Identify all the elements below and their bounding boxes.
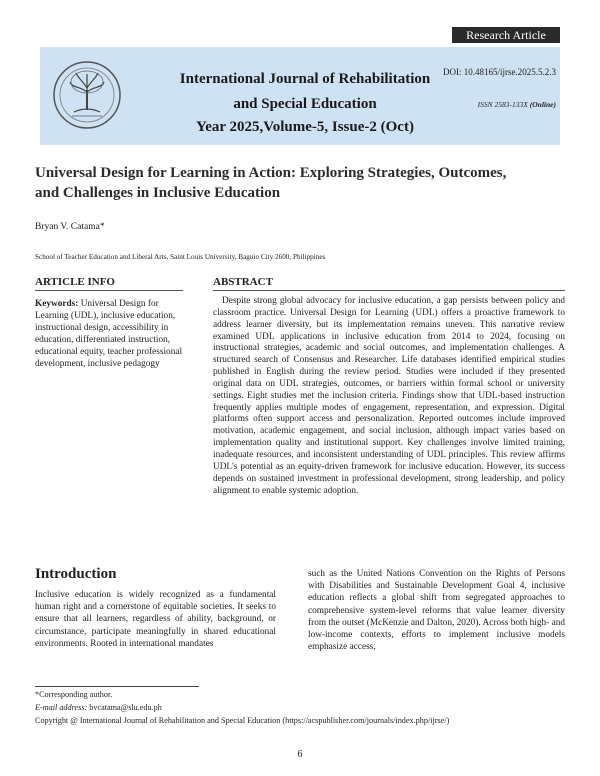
- copyright-line: Copyright @ International Journal of Rehabilitation and Special Education (https://acspublisher.com/journals/index.php/ijrse/): [35, 716, 450, 725]
- abstract-text: Despite strong global advocacy for inclusive education, a gap persists between policy and classroom practice. Universal Design for Learning (UDL) offers a proactive framework to address learner diversity, but its implementation remains uneven. This narrative review examined UDL applications in inclusive education from 2014 to 2024, focusing on instructional strategies, academic and social outcomes, and implementation challenges. A structured search of Consensus and Researcher. Life databases identified empirical studies published in English during the review period. Studies were included if they presented original data on UDL strategies, outcomes, or barriers within formal school or university settings. Eight studies met the inclusion criteria. Findings show that UDL-based instruction frequently applies multiple modes of engagement, representation, and expression. Digital platforms often support access and personalization. Reported outcomes include improved motivation, academic engagement, and social inclusion, although impact varies based on implementation quality and institutional support. Key challenges involve limited training, inadequate resources, and inconsistent understanding of UDL principles. This review affirms UDL's potential as an equity-driven framework for inclusive education. However, its success depends on sustained investment in professional development, strong leadership, and policy alignment to enable systemic adoption.: [213, 296, 565, 496]
- abstract-heading: ABSTRACT: [213, 276, 565, 291]
- introduction-right-column: such as the United Nations Convention on the Rights of Persons with Disabilities and Sustainable Development Goal 4, inclusive education reflects a global shift from segregated approaches to comprehensive system-level reforms that value learner diversity from the outset (McKenzie and Dalton, 2020). Across both high- and low-income contexts, efforts to implement inclusive models emphasize access,: [308, 569, 565, 653]
- author-name: Bryan V. Catama*: [35, 222, 105, 232]
- article-title: [35, 163, 565, 203]
- article-type-tag: Research Article: [452, 27, 560, 43]
- issn-number: ISSN 2583-133X: [477, 100, 530, 109]
- article-title-line2: and Challenges in Inclusive Education: [35, 185, 281, 201]
- email-label: E-mail address:: [35, 703, 88, 712]
- journal-title-line2: and Special Education: [233, 96, 377, 112]
- keywords-list: Universal Design for Learning (UDL), inclusive education, instructional design, accessibility in education, differentiated instruction, educational equity, teacher professional development, inclusive pedagogy: [35, 299, 183, 369]
- article-info-heading: ARTICLE INFO: [35, 276, 183, 291]
- page-number: 6: [297, 749, 303, 760]
- issn-text: [420, 100, 556, 109]
- corresponding-author-note: *Corresponding author.: [35, 690, 113, 699]
- journal-issue-line: Year 2025,Volume-5, Issue-2 (Oct): [196, 119, 414, 135]
- introduction-heading: Introduction: [35, 566, 117, 582]
- journal-title-line1: International Journal of Rehabilitation: [179, 71, 431, 87]
- footnote-divider: [35, 686, 199, 687]
- article-title-line1: Universal Design for Learning in Action: Exploring Strategies, Outcomes,: [35, 165, 507, 181]
- email-line: [35, 703, 162, 712]
- issn-online: (Online): [529, 100, 556, 109]
- journal-logo-icon: [52, 60, 122, 130]
- email-address[interactable]: bvcatama@slu.edu.ph: [87, 703, 162, 712]
- author-affiliation: School of Teacher Education and Liberal Arts, Saint Louis University, Baguio City 2600, Philippines: [35, 253, 326, 261]
- doi-text[interactable]: DOI: 10.48165/ijrse.2025.5.2.3: [443, 67, 556, 77]
- keywords-block: [35, 299, 183, 370]
- introduction-left-column: Inclusive education is widely recognized as a fundamental human right and a cornerstone of equitable societies. It seeks to ensure that all learners, regardless of ability, background, or circumstance, participate meaningfully in shared educational environments. Rooted in international mandates: [35, 590, 276, 649]
- keywords-label: Keywords:: [35, 299, 79, 309]
